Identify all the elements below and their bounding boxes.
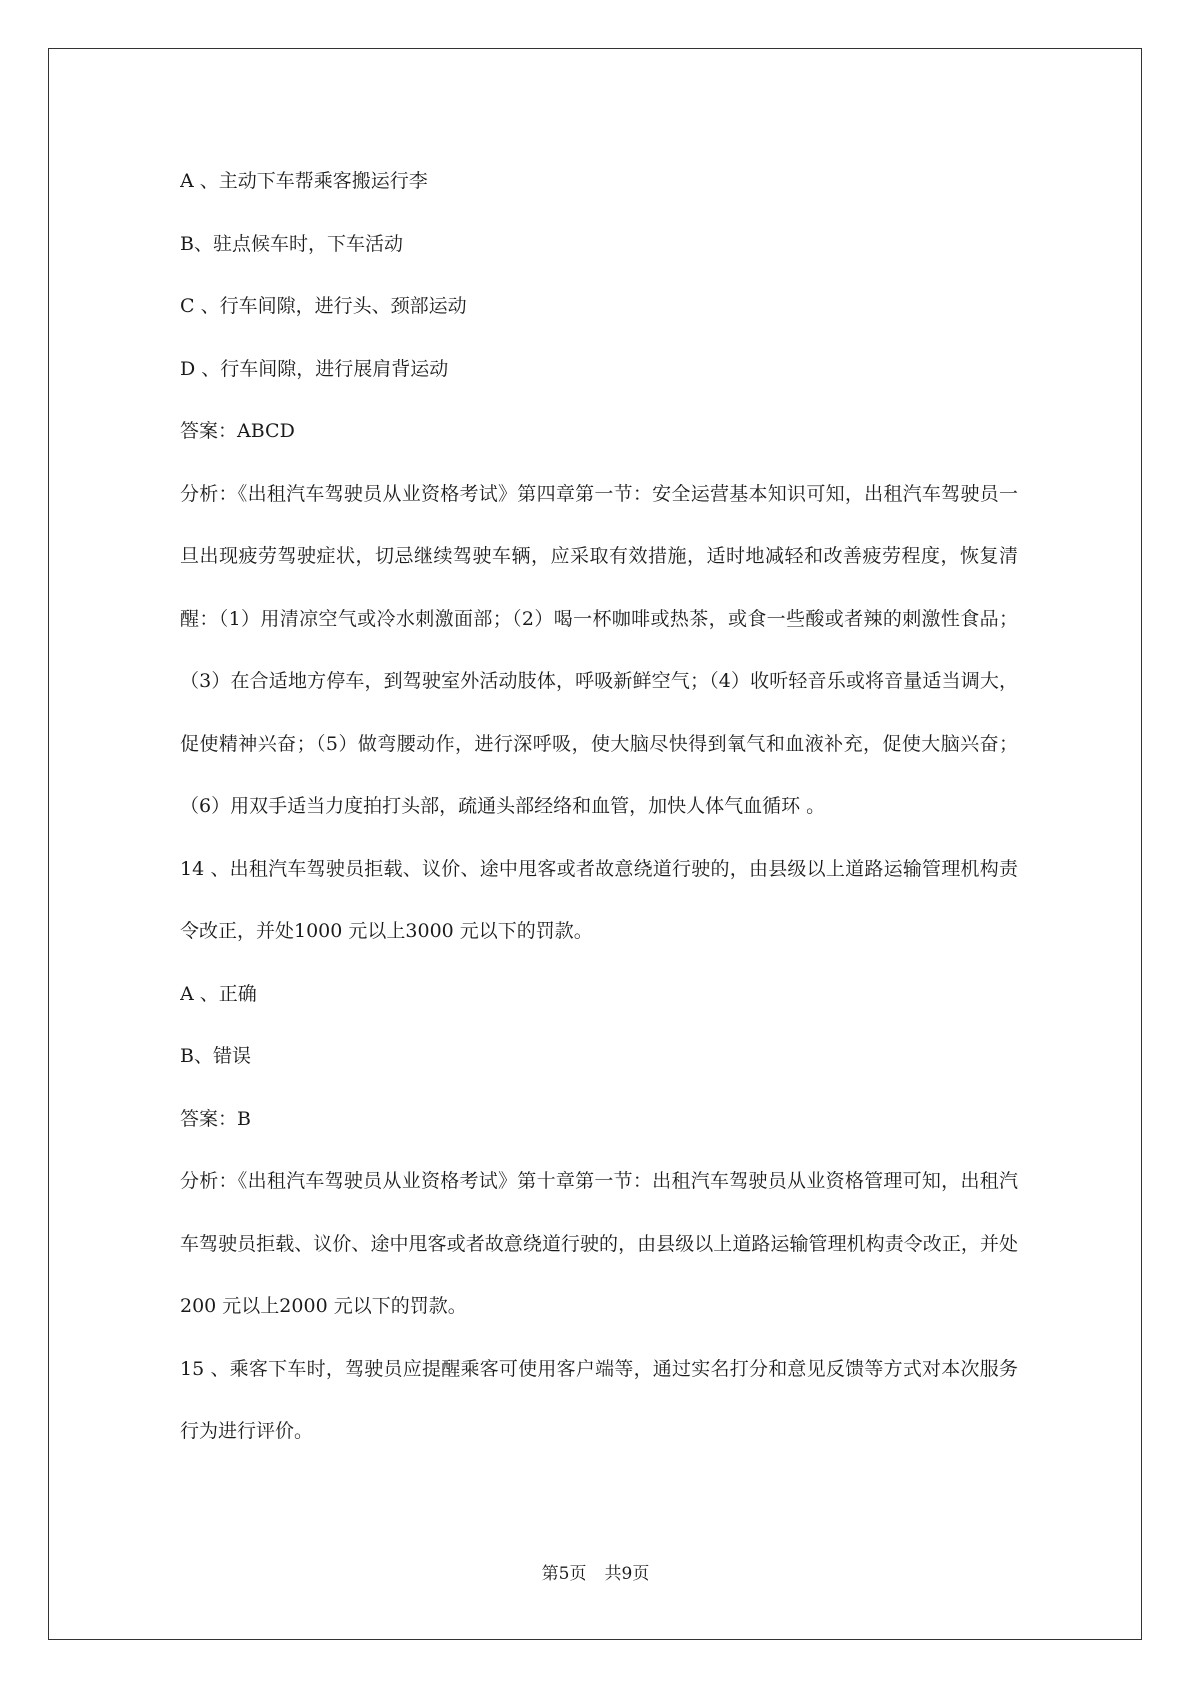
option-a: A 、正确 bbox=[180, 982, 257, 1005]
question-14: 14 、出租汽车驾驶员拒载、议价、途中甩客或者故意绕道行驶的，由县级以上道路运输管理机构责令改正，并处1000 元以上3000 元以下的罚款。 bbox=[180, 857, 1018, 942]
analysis: 分析：《出租汽车驾驶员从业资格考试》第四章第一节：安全运营基本知识可知，出租汽车驾驶员一旦出现疲劳驾驶症状，切忌继续驾驶车辆，应采取有效措施，适时地减轻和改善疲劳程度，恢复清醒：（1）用清凉空气或冷水刺激面部；（2）喝一杯咖啡或热茶，或食一些酸或者辣的刺激性食品；（3）在合适地方停车，到驾驶室外活动肢体，呼吸新鲜空气；（4）收听轻音乐或将音量适当调大，促使精神兴奋；（5）做弯腰动作，进行深呼吸，使大脑尽快得到氧气和血液补充，促使大脑兴奋；（6）用双手适当力度拍打头部，疏通头部经络和血管，加快人体气血循环 。 bbox=[180, 482, 1018, 817]
answer: 答案：ABCD bbox=[180, 420, 295, 442]
option-b: B、错误 bbox=[180, 1045, 251, 1067]
question-15: 15 、乘客下车时，驾驶员应提醒乘客可使用客户端等，通过实名打分和意见反馈等方式对本次服务行为进行评价。 bbox=[180, 1357, 1018, 1442]
page-total: 共9页 bbox=[604, 1564, 650, 1584]
option-b: B、驻点候车时，下车活动 bbox=[180, 232, 403, 255]
option-c: C 、行车间隙，进行头、颈部运动 bbox=[180, 295, 467, 317]
page-footer bbox=[0, 1562, 1191, 1586]
document-body bbox=[180, 150, 1018, 1463]
analysis: 分析：《出租汽车驾驶员从业资格考试》第十章第一节：出租汽车驾驶员从业资格管理可知，出租汽车驾驶员拒载、议价、途中甩客或者故意绕道行驶的，由县级以上道路运输管理机构责令改正，并处200 元以上2000 元以下的罚款。 bbox=[180, 1170, 1018, 1317]
option-d: D 、行车间隙，进行展肩背运动 bbox=[180, 357, 449, 380]
page-number: 第5页 bbox=[541, 1564, 587, 1584]
answer: 答案：B bbox=[180, 1107, 251, 1130]
option-a: A 、主动下车帮乘客搬运行李 bbox=[180, 170, 428, 192]
